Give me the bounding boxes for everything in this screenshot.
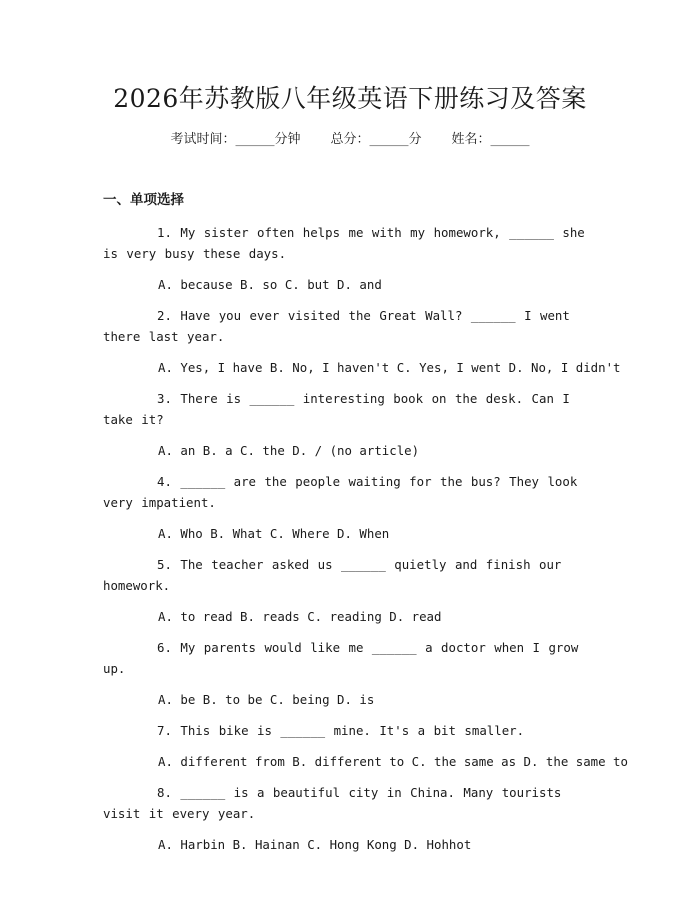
question-text: My parents would like me ______ a doctor when I grow up. — [103, 640, 579, 676]
question-number: 1. — [157, 225, 172, 240]
question-stem — [103, 637, 593, 679]
question-number: 6. — [157, 640, 172, 655]
question-stem — [103, 471, 593, 513]
question-item — [103, 388, 593, 461]
question-number: 5. — [157, 557, 172, 572]
question-number: 7. — [157, 723, 172, 738]
answer-options: A. to read B. reads C. reading D. read — [158, 609, 442, 624]
page-title: 2026年苏教版八年级英语下册练习及答案 — [113, 84, 587, 113]
question-item — [103, 305, 621, 378]
question-text: Have you ever visited the Great Wall? ______ I went there last year. — [103, 308, 570, 344]
answer-options: A. because B. so C. but D. and — [158, 277, 382, 292]
question-text: The teacher asked us ______ quietly and finish our homework. — [103, 557, 562, 593]
total-score-field: 总分：______分 — [330, 132, 422, 147]
question-stem — [103, 720, 593, 741]
answer-options: A. Harbin B. Hainan C. Hong Kong D. Hohhot — [158, 837, 472, 852]
question-number: 8. — [157, 785, 172, 800]
question-item — [103, 554, 593, 627]
question-text: This bike is ______ mine. It's a bit smaller. — [180, 723, 525, 738]
question-item — [103, 637, 593, 710]
student-name-field: 姓名：______ — [451, 132, 530, 147]
question-text: ______ are the people waiting for the bus? They look very impatient. — [103, 474, 578, 510]
question-stem — [103, 222, 593, 264]
exam-time-field: 考试时间：______分钟 — [170, 132, 301, 147]
answer-options: A. Yes, I have B. No, I haven't C. Yes, I went D. No, I didn't — [158, 360, 621, 375]
question-stem — [103, 554, 593, 596]
question-stem — [103, 305, 593, 347]
question-text: There is ______ interesting book on the desk. Can I take it? — [103, 391, 570, 427]
section-heading: 一、单项选择 — [103, 192, 184, 208]
question-item — [103, 222, 593, 295]
question-item — [103, 782, 593, 855]
question-item — [103, 471, 593, 544]
question-stem — [103, 782, 593, 824]
answer-options: A. Who B. What C. Where D. When — [158, 526, 390, 541]
answer-options: A. different from B. different to C. the same as D. the same to — [158, 754, 628, 769]
question-number: 3. — [157, 391, 172, 406]
question-text: My sister often helps me with my homework, ______ she is very busy these days. — [103, 225, 585, 261]
question-number: 4. — [157, 474, 172, 489]
question-item — [103, 720, 628, 772]
answer-options: A. an B. a C. the D. / (no article) — [158, 443, 420, 458]
answer-options: A. be B. to be C. being D. is — [158, 692, 375, 707]
exam-info-line — [0, 130, 700, 150]
question-text: ______ is a beautiful city in China. Many tourists visit it every year. — [103, 785, 562, 821]
question-list — [103, 222, 628, 855]
question-number: 2. — [157, 308, 172, 323]
question-stem — [103, 388, 593, 430]
